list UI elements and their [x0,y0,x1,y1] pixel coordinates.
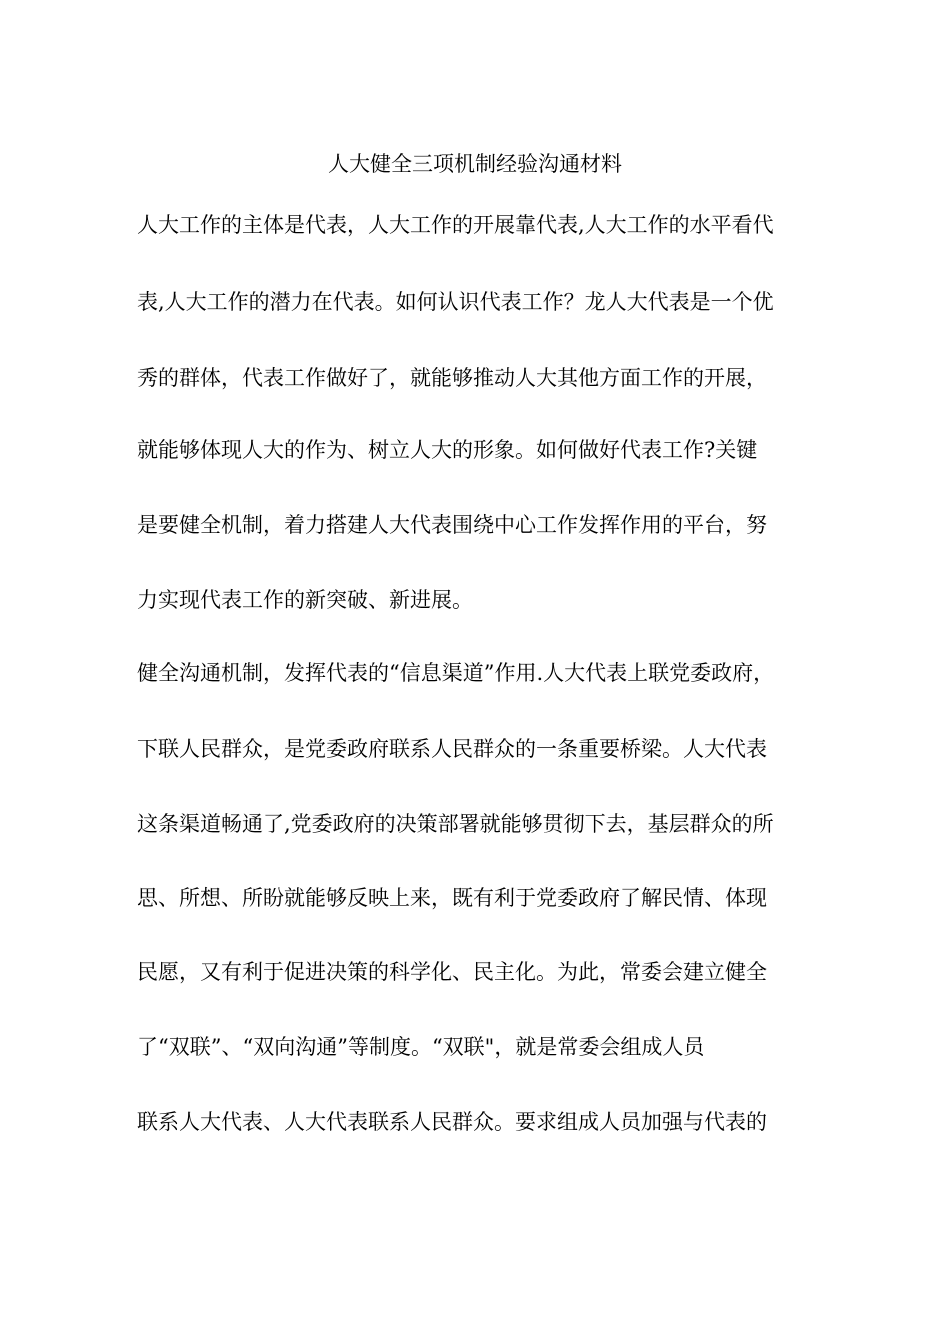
text-line: 这条渠道畅通了,党委政府的决策部署就能够贯彻下去，基层群众的所 [137,812,774,836]
text-line: 民愿，又有利于促进决策的科学化、民主化。为此，常委会建立健全 [137,960,767,984]
text-line: 联系人大代表、人大代表联系人民群众。要求组成人员加强与代表的 [137,1110,767,1134]
text-line: 是要健全机制，着力搭建人大代表围绕中心工作发挥作用的平台，努 [137,513,767,537]
text-line: 健全沟通机制，发挥代表的“信息渠道”作用.人大代表上联党委政府， [137,661,775,685]
text-line: 力实现代表工作的新突破、新进展。 [137,588,473,612]
text-line: 了“双联”、“双向沟通”等制度。“双联"，就是常委会组成人员 [137,1035,705,1059]
document-title: 人大健全三项机制经验沟通材料 [328,152,622,176]
text-line: 思、所想、所盼就能够反映上来，既有利于党委政府了解民情、体现 [137,886,767,910]
text-line: 秀的群体，代表工作做好了，就能够推动人大其他方面工作的开展， [137,366,767,390]
text-line: 就能够体现人大的作为、树立人大的形象。如何做好代表工作?关键 [137,438,758,462]
text-line: 人大工作的主体是代表，人大工作的开展靠代表,人大工作的水平看代 [137,213,774,237]
text-line: 表,人大工作的潜力在代表。如何认识代表工作？龙人大代表是一个优 [137,290,774,314]
text-line: 下联人民群众，是党委政府联系人民群众的一条重要桥梁。人大代表 [137,737,767,761]
